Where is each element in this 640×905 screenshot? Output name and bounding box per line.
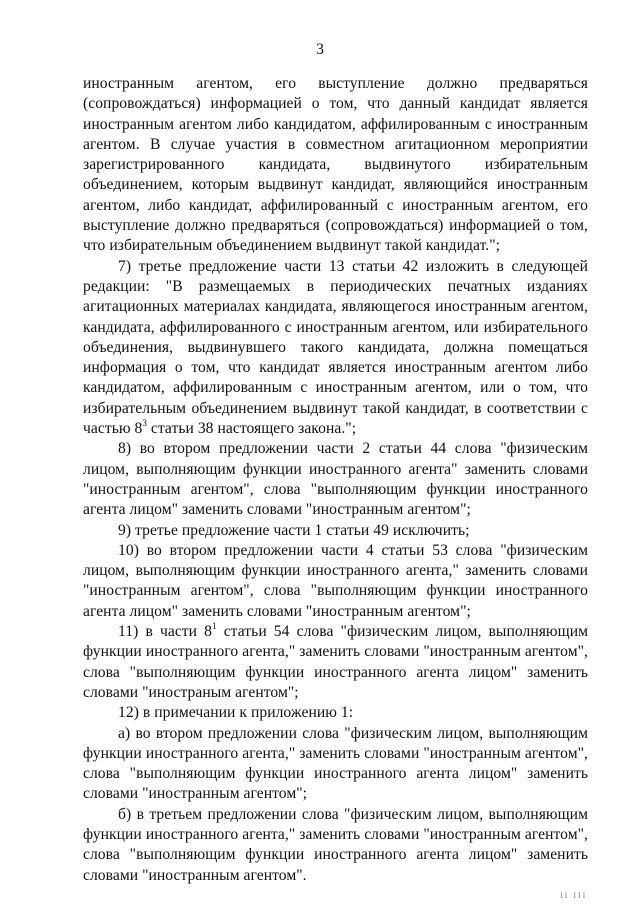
paragraph-text: статьи 38 настоящего закона.";: [146, 420, 357, 438]
paragraph-text: 7) третье предложение части 13 статьи 42 изложить в следующей редакции: "В размещаемых в периодических печатных изданиях агитационных материалах кандидата, являющегося иностранным агентом, кандидата, аффилированного с иностранным агентом, или избирательного объединения, выдвинувшего такого кандидата, должна помещаться информация о том, что кандидат является иностранным агентом либо кандидатом, аффилированным с иностранным агентом, или о том, что избирательным объединением выдвинут такой кандидат, в соответствии с частью 8: [83, 257, 588, 438]
paragraph-item-9: 9) третье предложение части 1 статьи 49 исключить;: [118, 521, 470, 539]
paragraph-item-12a: а) во втором предложении слова "физическим лицом, выполняющим функции иностранного агента," заменить словами "иностранным агентом", слова "выполняющим функции иностранного агента лицом" заменить словами "иностранным агентом";: [83, 724, 588, 803]
paragraph-text: 11) в части 8: [118, 623, 213, 641]
paragraph-item-12: 12) в примечании к приложению 1:: [118, 704, 354, 722]
superscript: 3: [142, 417, 147, 428]
paragraph-item-11: [83, 622, 588, 703]
paragraph-item-7: [83, 257, 588, 440]
paragraph-item-10: 10) во втором предложении части 4 статьи 53 слова "физическим лицом, выполняющим функции иностранного агента," заменить словами "иностранным агентом", слова "выполняющим функции иностранного агента лицом" заменить словами "иностранным агентом";: [83, 541, 588, 620]
document-body: [83, 74, 588, 886]
paragraph-text: статьи 54 слова "физическим лицом, выполняющим функции иностранного агента," заменить словами "иностранным агентом", слова "выполняющим функции иностранного агента лицом" заменить словами "иностраным агентом";: [83, 623, 589, 701]
superscript: 1: [212, 620, 217, 631]
page-number: 3: [316, 41, 324, 58]
paragraph-item-12b: б) в третьем предложении слова "физическим лицом, выполняющим функции иностранного агента," заменить словами "иностранным агентом", слова "выполняющим функции иностранного агента лицом" заменить словами "иностранным агентом".: [83, 805, 588, 884]
paragraph-continuation: иностранным агентом, его выступление должно предваряться (сопровождаться) информацией о том, что данный кандидат является иностранным агентом либо кандидатом, аффилированным с иностранным агентом. В случае участия в совместном агитационном мероприятии зарегистрированного кандидата, выдвинутого избирательным объединением, которым выдвинут кандидат, являющийся иностранным агентом, либо кандидат, аффилированный с иностранным агентом, его выступление должно предваряться (сопровождаться) информацией о том, что избирательным объединением выдвинут такой кандидат.";: [83, 75, 588, 255]
paragraph-item-8: 8) во втором предложении части 2 статьи 44 слова "физическим лицом, выполняющим функции иностранного агента" заменить словами "иностранным агентом", слова "выполняющим функции иностранного агента лицом" заменить словами "иностранным агентом";: [83, 440, 588, 519]
footer-mark: II III: [560, 891, 588, 900]
